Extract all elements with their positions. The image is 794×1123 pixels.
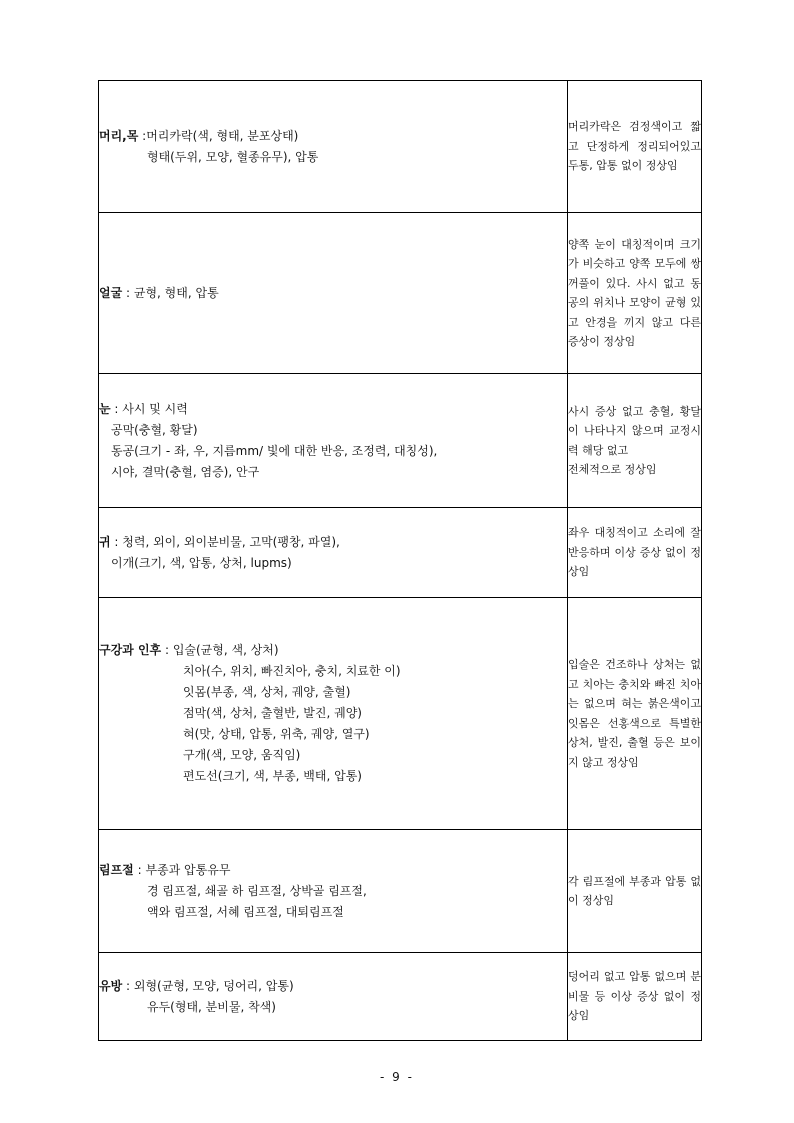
row-heading: 림프절 [99, 862, 134, 877]
exam-row-breast [99, 953, 702, 1041]
criteria-line: 잇몸(부종, 색, 상처, 궤양, 출혈) [183, 685, 351, 699]
criteria-line: 이개(크기, 색, 압통, 상처, lupms) [111, 555, 292, 570]
exam-finding-cell: 입술은 건조하나 상처는 없고 치아는 충치와 빠진 치아는 없으며 혀는 붉은색이고 잇몸은 선홍색으로 특별한 상처, 발진, 출혈 등은 보이지 않고 정상임 [568, 598, 702, 830]
criteria-line: 혀(맛, 상태, 압통, 위축, 궤양, 열구) [183, 727, 370, 741]
criteria-line: 머리,목 :머리카락(색, 형태, 분포상태) [99, 128, 299, 143]
exam-criteria-cell [99, 598, 568, 830]
exam-row-face [99, 213, 702, 374]
page-number: - 9 - [380, 1070, 414, 1084]
criteria-line: 눈 : 사시 및 시력 [99, 401, 188, 416]
criteria-line: 림프절 : 부종과 압통유무 [99, 862, 231, 877]
criteria-line: 구강과 인후 : 입술(균형, 색, 상처) [99, 643, 279, 657]
row-heading: 유방 [99, 978, 123, 993]
exam-finding-cell: 각 림프절에 부종과 압통 없이 정상임 [568, 830, 702, 953]
exam-criteria-cell [99, 508, 568, 598]
exam-finding-cell: 양쪽 눈이 대칭적이며 크기가 비슷하고 양쪽 모두에 쌍꺼풀이 있다. 사시 없고 동공의 위치나 모양이 균형 있고 안경을 끼지 않고 다른 증상이 정상임 [568, 213, 702, 374]
exam-row-mouth-throat [99, 598, 702, 830]
exam-row-lymph-nodes [99, 830, 702, 953]
criteria-line: 유두(형태, 분비물, 착색) [147, 999, 276, 1014]
row-heading: 귀 [99, 534, 111, 549]
exam-finding-cell: 덩어리 없고 압통 없으며 분비물 등 이상 증상 없이 정상임 [568, 953, 702, 1041]
exam-criteria-cell [99, 953, 568, 1041]
exam-criteria-cell [99, 374, 568, 508]
exam-finding-cell: 사시 증상 없고 충혈, 황달이 나타나지 않으며 교정시력 해당 없고 전체적으로 정상임 [568, 374, 702, 508]
exam-finding-cell: 머리카락은 검정색이고 짧고 단정하게 정리되어있고 두통, 압통 없이 정상임 [568, 81, 702, 213]
exam-criteria-cell [99, 830, 568, 953]
criteria-line: 경 림프절, 쇄골 하 림프절, 상박골 림프절, [147, 883, 367, 898]
exam-row-ears [99, 508, 702, 598]
criteria-line: 점막(색, 상처, 출혈반, 발진, 궤양) [183, 706, 362, 720]
exam-criteria-cell [99, 213, 568, 374]
criteria-line: 시야, 결막(충혈, 염증), 안구 [111, 464, 260, 479]
criteria-line: 유방 : 외형(균형, 모양, 덩어리, 압통) [99, 978, 294, 993]
row-heading: 구강과 인후 [99, 643, 162, 657]
criteria-line: 치아(수, 위치, 빠진치아, 충치, 치료한 이) [183, 664, 401, 678]
criteria-line: 공막(충혈, 황달) [111, 422, 198, 437]
row-heading: 머리,목 [99, 128, 139, 143]
exam-criteria-cell [99, 81, 568, 213]
row-heading: 얼굴 [99, 285, 123, 300]
physical-exam-table [98, 80, 702, 1041]
criteria-line: 얼굴 : 균형, 형태, 압통 [99, 285, 219, 300]
criteria-line: 액와 림프절, 서혜 림프절, 대퇴림프절 [147, 904, 344, 919]
exam-finding-cell: 좌우 대칭적이고 소리에 잘 반응하며 이상 증상 없이 정상임 [568, 508, 702, 598]
exam-row-head-neck [99, 81, 702, 213]
criteria-line: 귀 : 청력, 외이, 외이분비물, 고막(팽창, 파열), [99, 534, 340, 549]
exam-row-eyes [99, 374, 702, 508]
criteria-line: 구개(색, 모양, 움직임) [183, 748, 301, 762]
criteria-line: 동공(크기 - 좌, 우, 지름mm/ 빛에 대한 반응, 조정력, 대칭성), [111, 443, 438, 458]
criteria-line: 편도선(크기, 색, 부종, 백태, 압통) [183, 769, 362, 783]
row-heading: 눈 [99, 401, 111, 416]
criteria-line: 형태(두위, 모양, 혈종유무), 압통 [147, 149, 319, 164]
